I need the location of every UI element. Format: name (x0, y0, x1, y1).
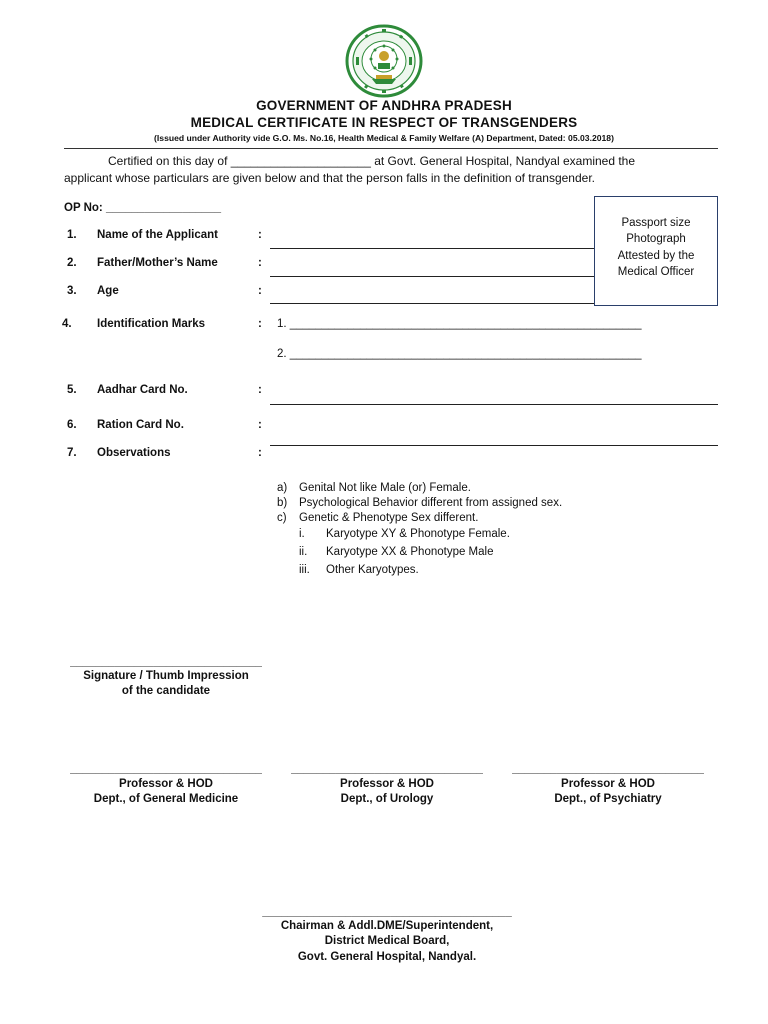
observation-marker-a: a) (277, 482, 288, 494)
field-label-age: Age (97, 285, 119, 297)
signatory-dept-medicine: Dept., of General Medicine (93, 793, 239, 805)
ration-card-line[interactable] (270, 445, 718, 446)
field-label-applicant-name: Name of the Applicant (97, 229, 218, 241)
op-number-field[interactable]: OP No: __________________ (64, 202, 222, 214)
aadhar-line[interactable] (270, 404, 718, 405)
sub-observation-marker-iii: iii. (299, 564, 310, 576)
signatory-line-psychiatry[interactable]: ______________________________ (512, 763, 704, 775)
field-label-parent-name: Father/Mother’s Name (97, 257, 218, 269)
field-number-6: 6. (67, 419, 77, 431)
observation-a: Genital Not like Male (or) Female. (299, 482, 471, 494)
field-colon-3: : (258, 285, 262, 297)
field-label-aadhar: Aadhar Card No. (97, 384, 188, 396)
observation-c: Genetic & Phenotype Sex different. (299, 512, 479, 524)
signatory-line-medicine[interactable]: ______________________________ (70, 763, 262, 775)
field-colon-4: : (258, 318, 262, 330)
age-line[interactable] (270, 303, 594, 304)
photo-box-line-3: Attested by the (617, 249, 695, 262)
chairman-title: Chairman & Addl.DME/Superintendent, (280, 920, 494, 932)
certificate-title: MEDICAL CERTIFICATE IN RESPECT OF TRANSGENDERS (190, 115, 578, 130)
field-colon-2: : (258, 257, 262, 269)
authority-note: (Issued under Authority vide G.O. Ms. No.16, Health Medical & Family Welfare (A) Department, Dated: 05.03.2018) (154, 133, 614, 143)
field-colon-1: : (258, 229, 262, 241)
applicant-name-line[interactable] (270, 248, 594, 249)
chairman-board: District Medical Board, (324, 935, 450, 947)
observation-marker-c: c) (277, 512, 287, 524)
sub-observation-marker-ii: ii. (299, 546, 308, 558)
chairman-hospital: Govt. General Hospital, Nandyal. (297, 951, 477, 963)
sub-observation-iii: Other Karyotypes. (326, 564, 419, 576)
intro-line-2: applicant whose particulars are given below and that the person falls in the definition of transgender. (64, 171, 595, 185)
field-number-2: 2. (67, 257, 77, 269)
sub-observation-marker-i: i. (299, 528, 305, 540)
photo-box-line-1: Passport size (621, 217, 691, 229)
photo-box-line-2: Photograph (626, 233, 686, 246)
intro-line-1: Certified on this day of _____________________ at Govt. General Hospital, Nandyal examined the (108, 154, 636, 168)
photo-box-line-4: Medical Officer (617, 265, 695, 278)
field-number-4: 4. (62, 318, 72, 330)
signatory-title-medicine: Professor & HOD (119, 778, 213, 790)
sub-observation-i: Karyotype XY & Phonotype Female. (326, 528, 510, 540)
field-label-identification-marks: Identification Marks (97, 318, 205, 330)
candidate-signature-caption-2: of the candidate (121, 685, 211, 697)
candidate-signature-caption-1: Signature / Thumb Impression (83, 670, 249, 682)
field-number-3: 3. (67, 285, 77, 297)
observation-marker-b: b) (277, 497, 288, 509)
identification-mark-2[interactable]: 2. _______________________________________________________ (277, 348, 642, 360)
parent-name-line[interactable] (270, 276, 594, 277)
ap-government-emblem (343, 23, 425, 99)
field-label-observations: Observations (97, 447, 171, 459)
observation-b: Psychological Behavior different from assigned sex. (299, 497, 563, 509)
chairman-signature-line[interactable]: _______________________________________ (262, 906, 512, 918)
sub-observation-ii: Karyotype XX & Phonotype Male (326, 546, 494, 558)
government-heading: GOVERNMENT OF ANDHRA PRADESH (256, 98, 512, 113)
field-number-1: 1. (67, 229, 77, 241)
field-label-ration-card: Ration Card No. (97, 419, 184, 431)
candidate-signature-line[interactable]: ______________________________ (70, 656, 262, 668)
field-colon-5: : (258, 384, 262, 396)
passport-photo-box (594, 196, 718, 306)
signatory-line-urology[interactable]: ______________________________ (291, 763, 483, 775)
signatory-dept-urology: Dept., of Urology (340, 793, 434, 805)
signatory-title-urology: Professor & HOD (340, 778, 434, 790)
identification-mark-1[interactable]: 1. _______________________________________________________ (277, 318, 642, 330)
field-colon-7: : (258, 447, 262, 459)
signatory-title-psychiatry: Professor & HOD (561, 778, 655, 790)
field-number-7: 7. (67, 447, 77, 459)
signatory-dept-psychiatry: Dept., of Psychiatry (554, 793, 662, 805)
header-divider (64, 148, 718, 149)
field-colon-6: : (258, 419, 262, 431)
field-number-5: 5. (67, 384, 77, 396)
